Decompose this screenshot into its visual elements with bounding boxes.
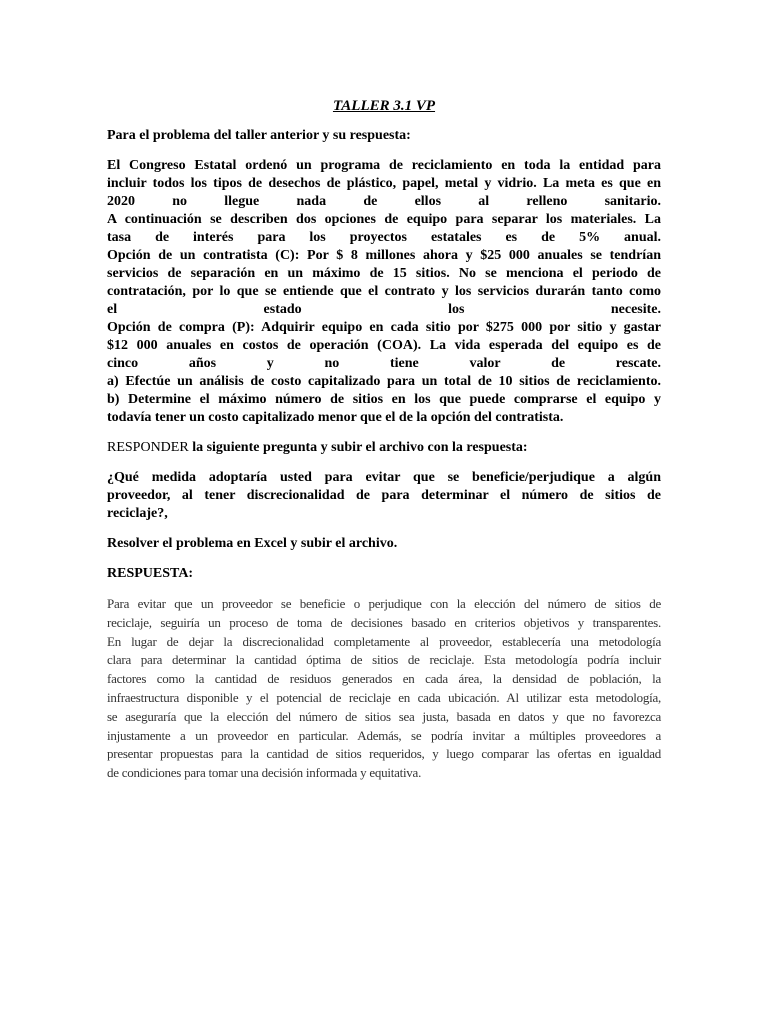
page-title: TALLER 3.1 VP [332, 98, 436, 114]
problem-statement [107, 157, 661, 427]
problem-line: servicios de separación en un máximo de 15 sitios. No se menciona el periodo de [107, 266, 661, 281]
problem-line: tasa de interés para los proyectos estatales es de 5% anual. [107, 230, 661, 245]
instruction-prefix: RESPONDER [107, 440, 189, 455]
answer-line: En lugar de dejar la discrecionalidad completamente al proveedor, establecería una metodología [107, 633, 661, 649]
answer-line: factores como la cantidad de residuos generados en cada área, la densidad de población, la [107, 671, 661, 687]
problem-line: A continuación se describen dos opciones de equipo para separar los materiales. La [107, 212, 661, 227]
problem-line: incluir todos los tipos de desechos de plástico, papel, metal y vidrio. La meta es que en [107, 176, 661, 191]
problem-line: el estado los necesite. [107, 302, 661, 317]
problem-line: $12 000 anuales en costos de operación (COA). La vida esperada del equipo es de [107, 338, 661, 353]
problem-line: contratación, por lo que se entiende que el contrato y los servicios durarán tanto como [107, 284, 661, 299]
problem-line: todavía tener un costo capitalizado menor que el de la opción del contratista. [107, 410, 564, 425]
excel-instruction: Resolver el problema en Excel y subir el archivo. [107, 536, 398, 551]
problem-line: a) Efectúe un análisis de costo capitalizado para un total de 10 sitios de reciclamiento. [107, 374, 661, 389]
problem-line: b) Determine el máximo número de sitios en los que puede comprarse el equipo y [107, 392, 661, 407]
question-line: reciclaje?, [107, 506, 168, 521]
problem-line: Opción de un contratista (C): Por $ 8 millones ahora y $25 000 anuales se tendrían [107, 248, 661, 263]
problem-line: cinco años y no tiene valor de rescate. [107, 356, 661, 371]
answer-line: reciclaje, seguiría un proceso de toma de decisiones basado en criterios objetivos y transparentes. [107, 614, 661, 630]
answer-heading: RESPUESTA: [107, 566, 194, 581]
answer-line: injustamente a un proveedor en particular. Además, se podría invitar a múltiples proveedores a [107, 727, 661, 743]
problem-line: El Congreso Estatal ordenó un programa de reciclamiento en toda la entidad para [107, 158, 661, 173]
answer-line: se aseguraría que la elección del número de sitios sea justa, basada en datos y que no favorezca [107, 708, 661, 724]
instruction-rest: la siguiente pregunta y subir el archivo con la respuesta: [188, 440, 528, 455]
instruction-text [107, 439, 661, 457]
problem-line: Opción de compra (P): Adquirir equipo en cada sitio por $275 000 por sitio y gastar [107, 320, 661, 335]
answer-line: de condiciones para tomar una decisión informada y equitativa. [107, 765, 422, 781]
answer-line: infraestructura disponible y el potencial de reciclaje en cada ubicación. Al utilizar esta metodología, [107, 689, 661, 705]
problem-line: 2020 no llegue nada de ellos al relleno sanitario. [107, 194, 661, 209]
document-body [107, 98, 661, 783]
answer-text [107, 595, 661, 783]
answer-line: presentar propuestas para la cantidad de sitios requeridos, y luego comparar las ofertas en igualdad [107, 746, 661, 762]
answer-line: Para evitar que un proveedor se beneficie o perjudique con la elección del número de sitios de [107, 596, 661, 611]
question-line: proveedor, al tener discrecionalidad de para determinar el número de sitios de [107, 488, 661, 503]
intro-text: Para el problema del taller anterior y su respuesta: [107, 128, 411, 143]
answer-line: clara para determinar la cantidad óptima de sitios de reciclaje. Esta metodología podría incluir [107, 652, 661, 668]
question-line: ¿Qué medida adoptaría usted para evitar que se beneficie/perjudique a algún [107, 470, 661, 485]
question-text [107, 469, 661, 523]
